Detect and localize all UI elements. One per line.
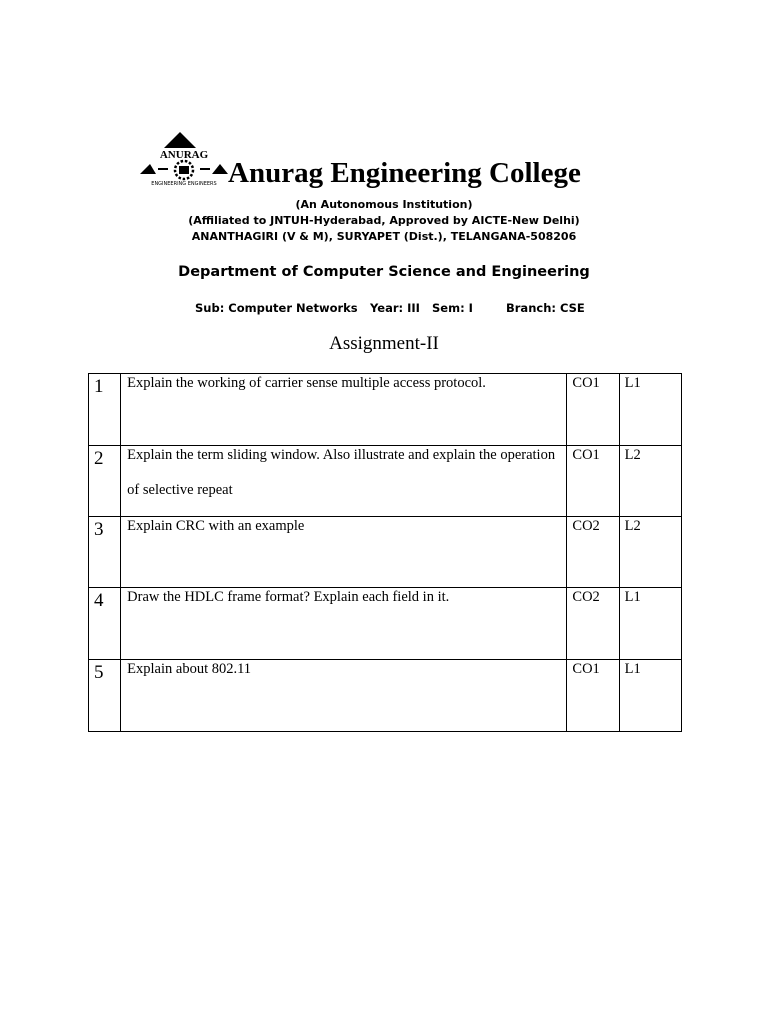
svg-text:ANURAG: ANURAG [159, 149, 209, 161]
question-text: Explain CRC with an example [127, 518, 305, 534]
department-title: Department of Computer Science and Engineering [178, 264, 590, 280]
question-text: Draw the HDLC frame format? Explain each field in it. [127, 589, 450, 605]
course-outcome: CO2 [572, 518, 600, 534]
bloom-level: L2 [624, 518, 641, 534]
branch-label: Branch: CSE [506, 301, 585, 315]
autonomous-line: (An Autonomous Institution) [295, 198, 473, 211]
bloom-level: L1 [624, 661, 641, 677]
table-row [89, 517, 682, 588]
question-text: Explain the term sliding window. Also illustrate and explain the operation of selective repeat [127, 447, 556, 498]
address-line: ANANTHAGIRI (V & M), SURYAPET (Dist.), TELANGANA-508206 [191, 230, 577, 243]
question-number: 2 [94, 448, 104, 469]
course-outcome: CO1 [572, 661, 600, 677]
sem-label: Sem: I [432, 301, 473, 315]
college-logo [138, 130, 230, 188]
course-outcome: CO2 [572, 589, 600, 605]
assignment-title: Assignment-II [329, 333, 439, 354]
college-name: Anurag Engineering College [228, 157, 581, 189]
table-row [89, 446, 682, 517]
table-row [89, 660, 682, 732]
bloom-level: L1 [624, 375, 641, 391]
question-text: Explain the working of carrier sense multiple access protocol. [127, 375, 486, 391]
course-outcome: CO1 [572, 447, 600, 463]
table-row [89, 588, 682, 660]
question-number: 4 [94, 590, 104, 611]
year-label: Year: III [370, 301, 420, 315]
affiliation-line: (Affiliated to JNTUH-Hyderabad, Approved by AICTE-New Delhi) [188, 214, 580, 227]
bloom-level: L2 [624, 447, 641, 463]
question-number: 3 [94, 519, 104, 540]
question-text: Explain about 802.11 [127, 661, 252, 677]
subject-label: Sub: Computer Networks [195, 301, 358, 315]
course-outcome: CO1 [572, 375, 600, 391]
question-number: 5 [94, 662, 104, 683]
svg-text:ENGINEERING ENGINEERS: ENGINEERING ENGINEERS [151, 181, 217, 187]
table-row [89, 374, 682, 446]
question-number: 1 [94, 376, 104, 397]
questions-table [88, 373, 682, 732]
bloom-level: L1 [624, 589, 641, 605]
